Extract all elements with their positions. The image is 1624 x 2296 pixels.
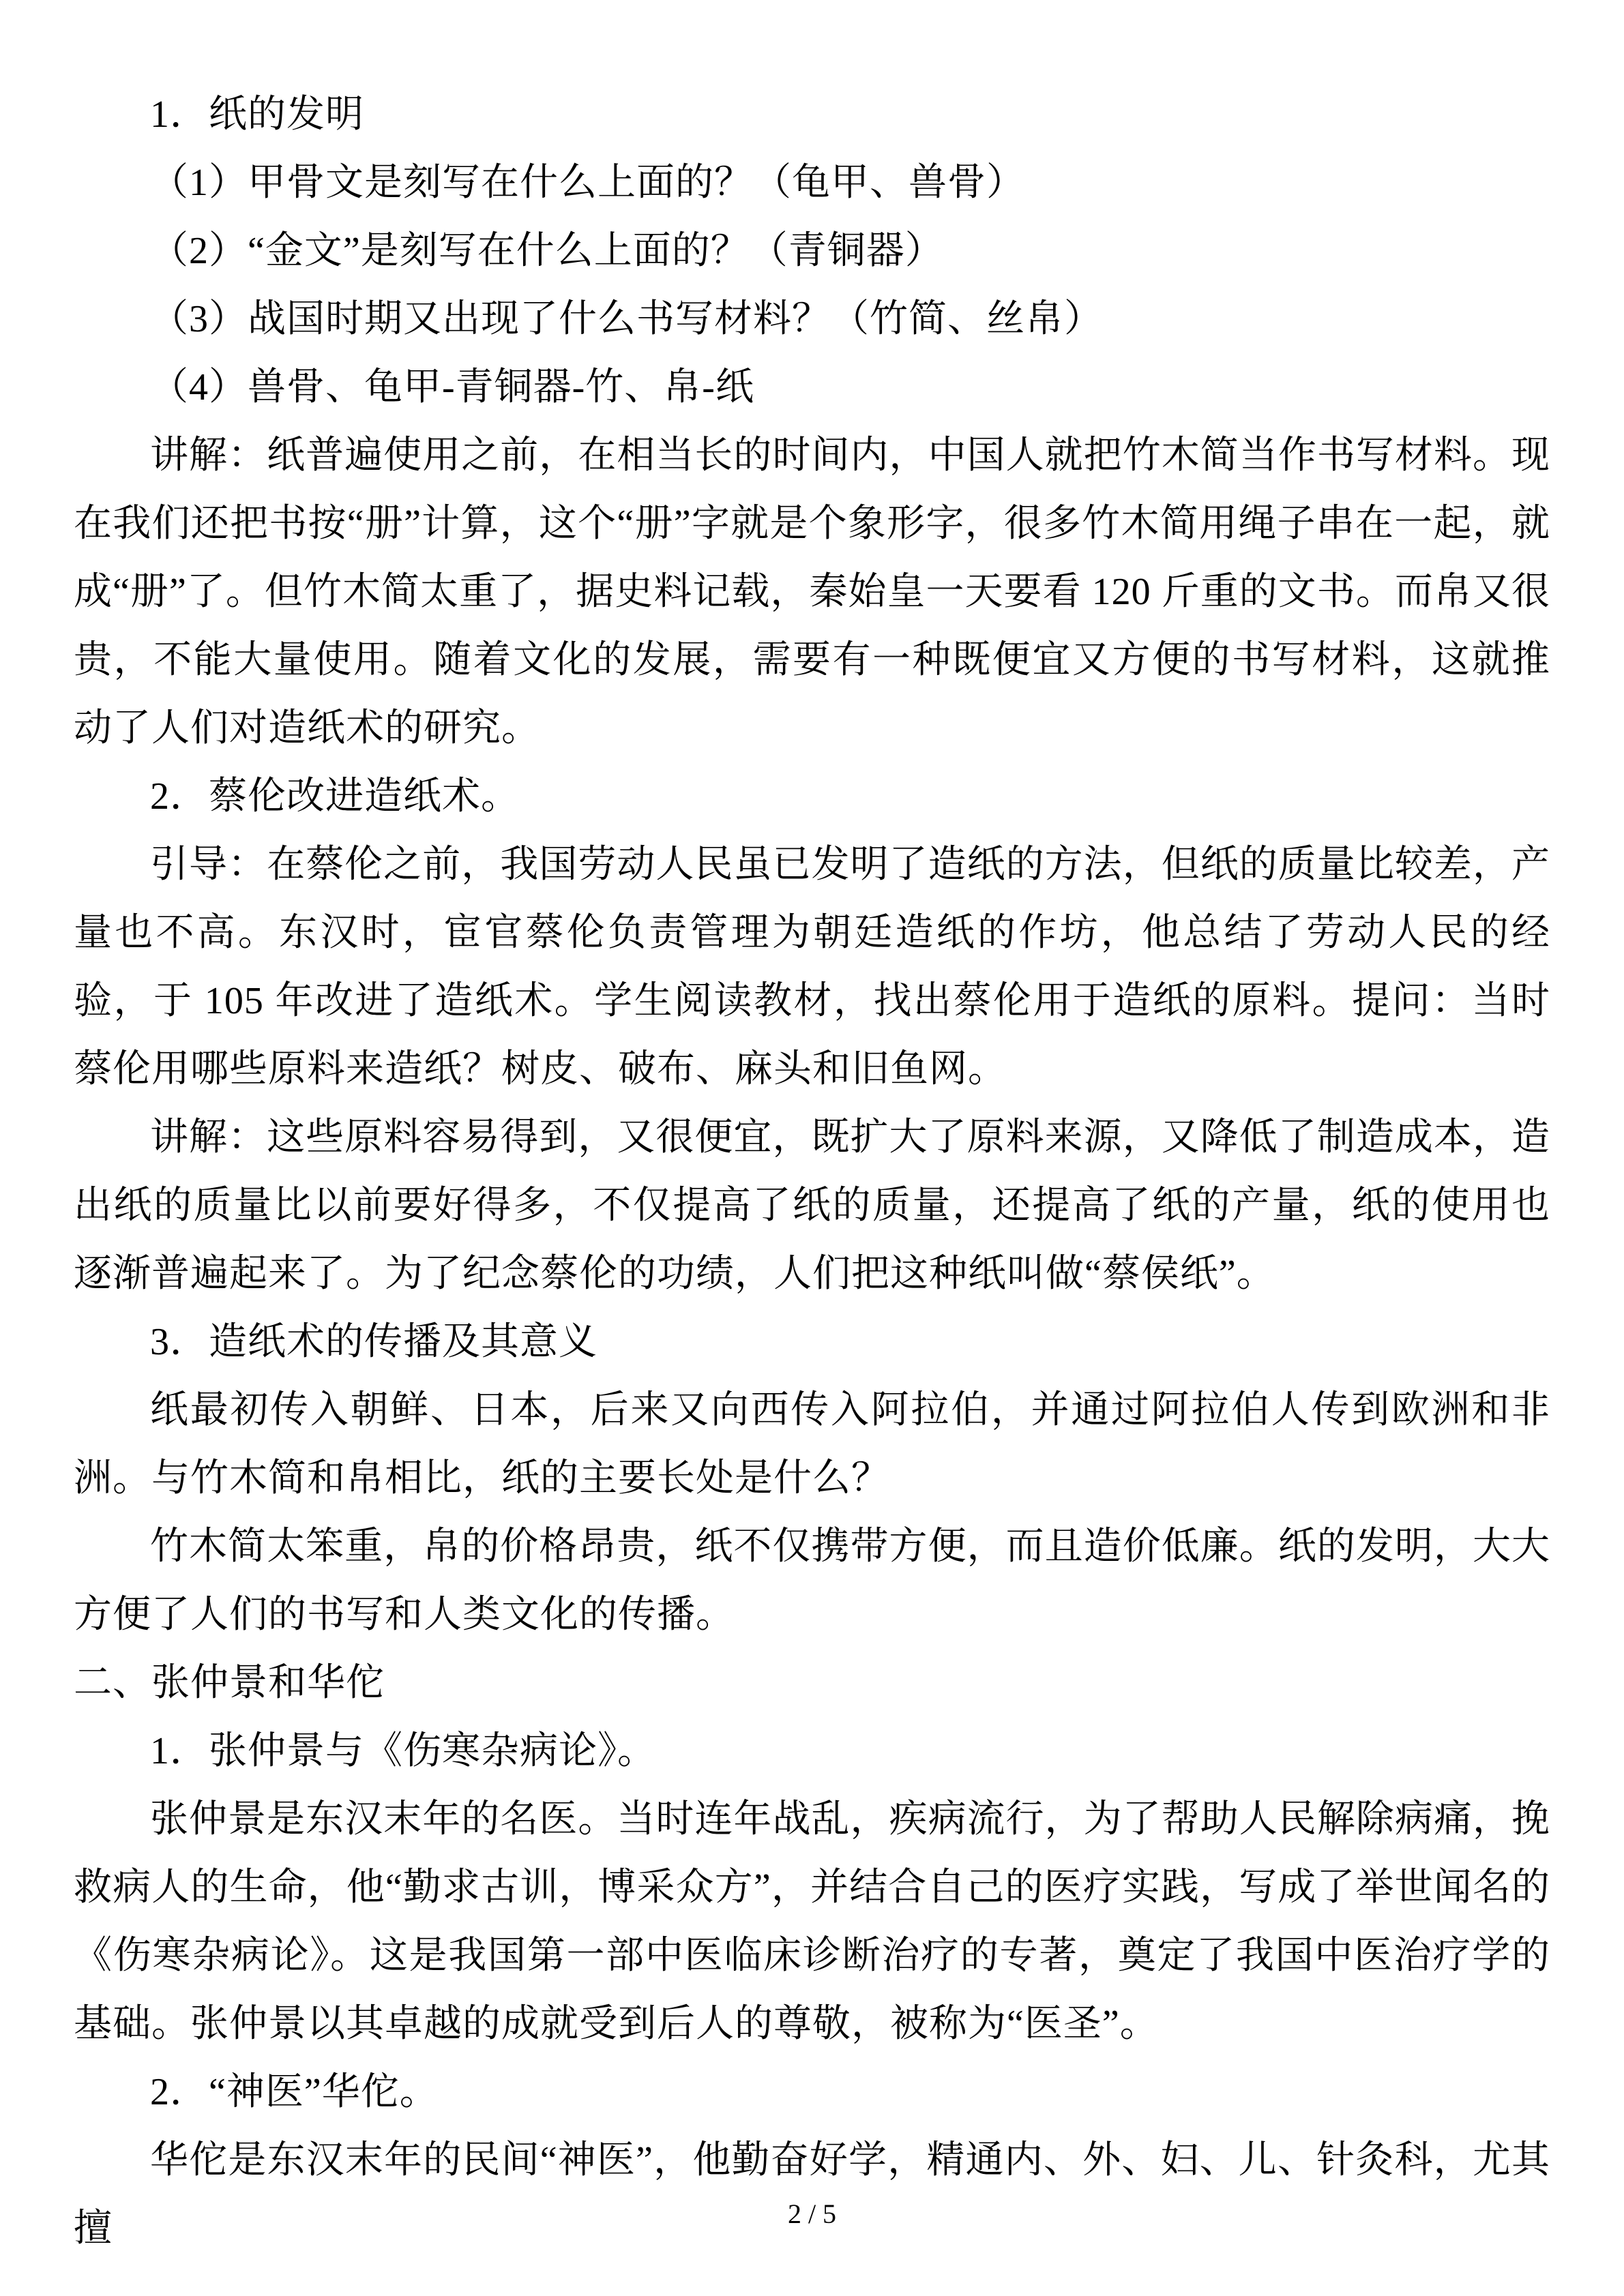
paragraph-paper-advantages: 竹木简太笨重，帛的价格昂贵，纸不仅携带方便，而且造价低廉。纸的发明，大大方便了人们的书写和人类文化的传播。 [74,1525,1550,1636]
heading-paper-spread: 3．造纸术的传播及其意义 [150,1321,597,1363]
heading-zhangzhongjing: 1．张仲景与《伤寒杂病论》。 [150,1730,656,1772]
section-heading-zhangzhongjing-huatuo: 二、张仲景和华佗 [74,1662,385,1704]
list-item-material-sequence: （4）兽骨、龟甲-青铜器-竹、帛-纸 [150,366,754,408]
list-item-oracle-bones: （1）甲骨文是刻写在什么上面的？（龟甲、兽骨） [150,162,1025,204]
paragraph-explain-materials: 讲解：这些原料容易得到，又很便宜，既扩大了原料来源，又降低了制造成本，造出纸的质量比以前要好得多，不仅提高了纸的质量，还提高了纸的产量，纸的使用也逐渐普遍起来了。为了纪念蔡伦的功绩，人们把这种纸叫做“蔡侯纸”。 [74,1116,1550,1295]
list-item-bronze-script: （2）“金文”是刻写在什么上面的？（青铜器） [150,230,944,272]
paragraph-spread-routes: 纸最初传入朝鲜、日本，后来又向西传入阿拉伯，并通过阿拉伯人传到欧洲和非洲。与竹木简和帛相比，纸的主要长处是什么？ [74,1389,1550,1500]
paragraph-huatuo-bio: 华佗是东汉末年的民间“神医”，他勤奋好学，精通内、外、妇、儿、针灸科，尤其擅 [74,2139,1550,2250]
heading-huatuo: 2．“神医”华佗。 [150,2071,439,2113]
paragraph-guide-cailun: 引导：在蔡伦之前，我国劳动人民虽已发明了造纸的方法，但纸的质量比较差，产量也不高。东汉时，宦官蔡伦负责管理为朝廷造纸的作坊，他总结了劳动人民的经验，于 105 年改进了造纸术。学生阅读教材，找出蔡伦用于造纸的原料。提问：当时蔡伦用哪些原料来造纸？树皮、破布、麻头和旧鱼网。 [74,844,1550,1090]
heading-cailun-improvement: 2．蔡伦改进造纸术。 [150,775,520,818]
page-number: 2 / 5 [787,2198,837,2229]
paragraph-explain-bamboo: 讲解：纸普遍使用之前，在相当长的时间内，中国人就把竹木简当作书写材料。现在我们还把书按“册”计算，这个“册”字就是个象形字，很多竹木简用绳子串在一起，就成“册”了。但竹木简太重了，据史料记载，秦始皇一天要看 120 斤重的文书。而帛又很贵，不能大量使用。随着文化的发展，需要有一种既便宜又方便的书写材料，这就推动了人们对造纸术的研究。 [74,434,1550,749]
heading-paper-invention: 1．纸的发明 [150,93,364,136]
document-body [74,80,1550,2263]
list-item-warring-states: （3）战国时期又出现了什么书写材料？（竹简、丝帛） [150,298,1103,340]
paragraph-zhangzhongjing-bio: 张仲景是东汉末年的名医。当时连年战乱，疾病流行，为了帮助人民解除病痛，挽救病人的生命，他“勤求古训，博采众方”，并结合自己的医疗实践，写成了举世闻名的《伤寒杂病论》。这是我国第一部中医临床诊断治疗的专著，奠定了我国中医治疗学的基础。张仲景以其卓越的成就受到后人的尊敬，被称为“医圣”。 [74,1798,1550,2045]
